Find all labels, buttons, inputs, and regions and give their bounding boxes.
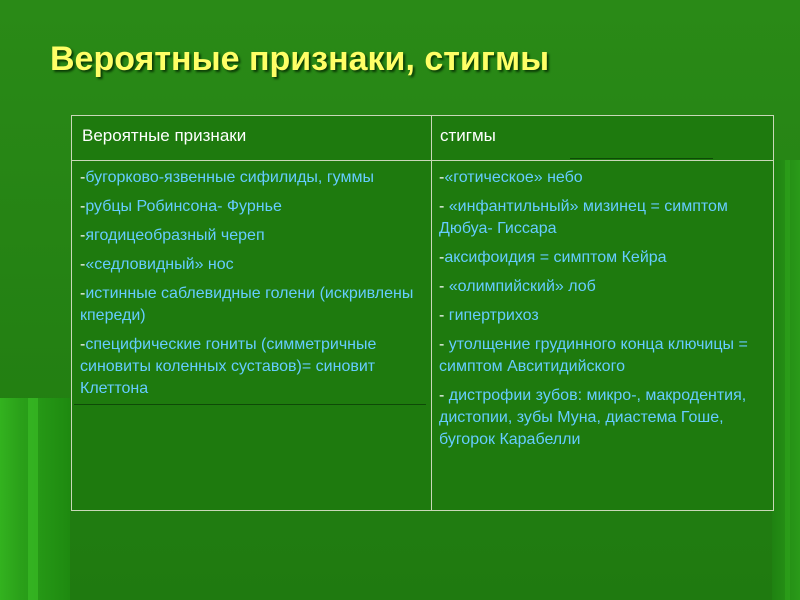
list-item: -аксифоидия = симптом Кейра xyxy=(439,249,667,266)
list-item: -истинные саблевидные голени (искривлены кпереди) xyxy=(80,285,414,324)
list-item: - «олимпийский» лоб xyxy=(439,278,596,295)
list-item: -«готическое» небо xyxy=(439,169,583,186)
background-stripe-right xyxy=(785,160,790,600)
list-item: -«седловидный» нос xyxy=(80,256,234,273)
list-item: - утолщение грудинного конца ключицы = симптом Авситидийского xyxy=(439,336,748,375)
table-header-row xyxy=(72,116,773,161)
header-stigmata: стигмы xyxy=(440,126,496,145)
decorative-line xyxy=(74,404,426,405)
column-divider xyxy=(431,116,432,510)
list-item: -бугорково-язвенные сифилиды, гуммы xyxy=(80,169,374,186)
list-item: - дистрофии зубов: микро-, макродентия, дистопии, зубы Муна, диастема Гоше, бугорок Карабелли xyxy=(439,387,747,448)
list-item: -ягодицеобразный череп xyxy=(80,227,265,244)
list-item: -специфические гониты (симметричные синовиты коленных суставов)= синовит Клеттона xyxy=(80,336,377,397)
stigmata-cell xyxy=(439,167,769,458)
probable-signs-cell xyxy=(80,167,425,407)
header-probable-signs: Вероятные признаки xyxy=(82,126,247,145)
decorative-line xyxy=(570,158,713,159)
list-item: - гипертрихоз xyxy=(439,307,539,324)
background-stripe-left xyxy=(28,398,38,600)
slide-title: Вероятные признаки, стигмы xyxy=(50,40,550,78)
list-item: -рубцы Робинсона- Фурнье xyxy=(80,198,282,215)
signs-table xyxy=(71,115,774,511)
list-item: - «инфантильный» мизинец = симптом Дюбуа- Гиссара xyxy=(439,198,728,237)
